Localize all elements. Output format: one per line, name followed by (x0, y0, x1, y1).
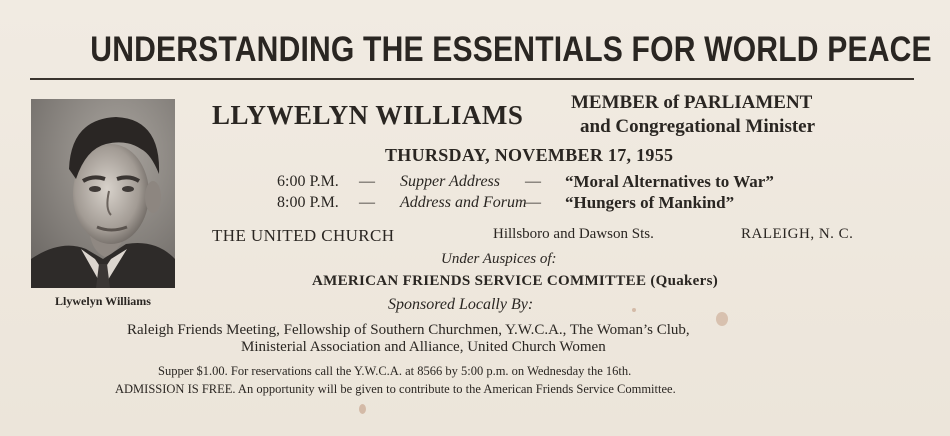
speaker-photo (31, 99, 175, 288)
speaker-title-line2: and Congregational Minister (580, 116, 816, 137)
supper-note: Supper $1.00. For reservations call the Y.W.C.A. at 8566 by 5:00 p.m. on Wednesday the 16th. (158, 364, 632, 378)
venue-streets: Hillsboro and Dawson Sts. (493, 226, 654, 242)
schedule-dash: — (359, 173, 375, 190)
schedule-dash: — (525, 173, 541, 190)
speaker-title-line1: MEMBER of PARLIAMENT (571, 92, 813, 113)
schedule-topic: “Hungers of Mankind” (565, 193, 735, 212)
headline-rule (30, 78, 914, 80)
schedule-row (277, 194, 837, 216)
sponsors-line2: Ministerial Association and Alliance, United Church Women (241, 339, 606, 355)
paper-stain (716, 312, 728, 326)
event-date: THURSDAY, NOVEMBER 17, 1955 (385, 145, 674, 165)
schedule-kind: Address and Forum (400, 194, 527, 211)
auspices-org: AMERICAN FRIENDS SERVICE COMMITTEE (Quakers) (312, 273, 719, 289)
schedule-dash: — (525, 194, 541, 211)
auspices-label: Under Auspices of: (441, 251, 557, 267)
headline: UNDERSTANDING THE ESSENTIALS FOR WORLD PEACE (90, 30, 932, 69)
schedule-kind: Supper Address (400, 173, 500, 190)
schedule-topic: “Moral Alternatives to War” (565, 172, 774, 191)
admission-note: ADMISSION IS FREE. An opportunity will be given to contribute to the American Friends Service Committee. (115, 382, 676, 396)
portrait-image (31, 99, 175, 288)
paper-stain (632, 308, 636, 312)
paper-stain (359, 404, 366, 414)
schedule-time: 8:00 P.M. (277, 194, 339, 211)
venue-name: THE UNITED CHURCH (212, 226, 395, 245)
schedule-row (277, 173, 837, 195)
schedule-time: 6:00 P.M. (277, 173, 339, 190)
photo-caption: Llywelyn Williams (55, 294, 151, 308)
sponsors-label: Sponsored Locally By: (388, 296, 534, 313)
speaker-name: LLYWELYN WILLIAMS (212, 100, 524, 130)
venue-city: RALEIGH, N. C. (741, 226, 854, 242)
schedule-dash: — (359, 194, 375, 211)
sponsors-line1: Raleigh Friends Meeting, Fellowship of Southern Churchmen, Y.W.C.A., The Woman’s Club, (127, 322, 690, 338)
